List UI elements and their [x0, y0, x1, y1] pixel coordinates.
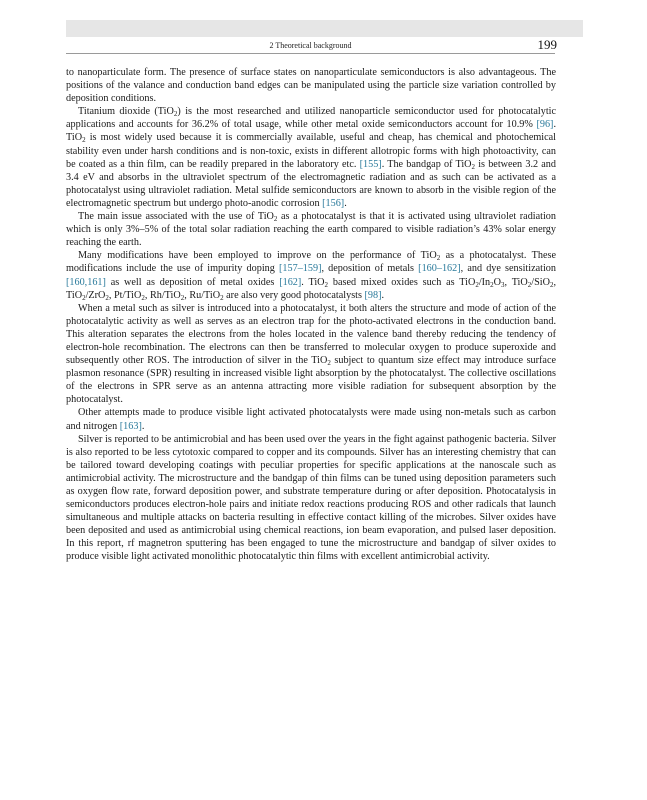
text-run: , Rh/TiO: [144, 289, 181, 301]
body-text: [66, 66, 556, 564]
running-title: 2 Theoretical background: [269, 41, 352, 50]
subscript: 2: [141, 293, 145, 302]
text-run: based mixed oxides such as TiO: [328, 276, 476, 288]
text-run: , and dye sensitization: [460, 263, 556, 275]
subscript: 2: [436, 254, 441, 263]
citation-link[interactable]: [157–159]: [279, 263, 322, 275]
subscript: 2: [327, 359, 331, 368]
paragraph: [66, 66, 556, 105]
text-run: , Ru/TiO: [184, 289, 221, 301]
text-run: Titanium dioxide (TiO: [78, 106, 174, 118]
text-run: .: [344, 197, 347, 209]
citation-link[interactable]: [163]: [119, 420, 142, 432]
text-run: Other attempts made to produce visible light activated photocatalysts were made using non-metals such as carbon and nitrogen: [66, 407, 556, 432]
text-run: /SiO: [531, 276, 550, 288]
text-run: are also very good photocatalysts: [223, 289, 365, 301]
subscript: 2: [490, 280, 494, 289]
page-number: 199: [537, 37, 557, 52]
subscript: 2: [105, 293, 109, 302]
text-run: . TiO: [66, 119, 556, 144]
running-header: [66, 37, 555, 54]
text-run: as a photocatalyst is that it is activated using ultraviolet radiation which is only 3%–5% of the total solar radiation reaching the earth compared to visible radiation’s 43% solar energy reaching the earth.: [66, 211, 556, 249]
citation-link[interactable]: [155]: [359, 158, 382, 170]
paragraph: [66, 210, 556, 249]
subscript: 2: [82, 293, 86, 302]
subscript: 2: [475, 280, 479, 289]
text-run: /ZrO: [85, 289, 106, 301]
text-run: , TiO: [66, 276, 556, 301]
paragraph: [66, 302, 556, 407]
text-run: .: [141, 420, 145, 432]
paragraph: [66, 249, 556, 301]
subscript: 2: [549, 280, 554, 289]
subscript: 2: [324, 280, 329, 289]
text-run: . TiO: [301, 276, 325, 288]
text-run: as a photocatalyst. These modifications include the use of impurity doping: [66, 250, 556, 275]
citation-link[interactable]: [162]: [279, 276, 302, 288]
text-run: subject to quantum size effect may introduce surface plasmon resonance (SPR) resulting in increased visible light absorption by the photocatalyst. The collective oscillations of the electrons in SPR serve as an antenna attracting more visible radiation for subsequent absorption by the photocatalyst.: [66, 355, 557, 406]
citation-link[interactable]: [98]: [364, 289, 382, 301]
paragraph: [66, 406, 556, 432]
text-run: Silver is reported to be antimicrobial and has been used over the years in the fight against pathogenic bacteria. Silver is also reported to be less cytotoxic compared to copper and its compounds. Silver has an interesting chemistry that can be tailored toward developing coatings with peculiar properties for specific applications at the nanoscale such as antimicrobial activity. The microstructure and the bandgap of thin films can be tuned using deposition parameters such as oxygen flow rate, forward deposition power, and substrate temperature during or after deposition. Photocatalysis in semiconductors produces electron-hole pairs and initiate redox reactions producing ROS and other radicals that launch simultaneous and multiple attacks on bacteria resulting in effective contact killing of the microbes. Silver oxides have been deposited and used as antimicrobial using chemical reactions, ion beam evaporation, and pulsed laser deposition. In this report, rf magnetron sputtering has been engaged to tune the microstructure and bandgap of silver oxides to produce visible light activated monolithic photocatalytic thin films with excellent antimicrobial activity.: [66, 433, 556, 563]
text-run: The main issue associated with the use of TiO: [78, 211, 274, 223]
top-shaded-band: [66, 20, 583, 37]
subscript: 2: [173, 110, 178, 119]
subscript: 3: [501, 280, 505, 289]
text-run: to nanoparticulate form. The presence of surface states on nanoparticulate semiconductors is also advantageous. The positions of the valance and conduction band edges can be manipulated using the particle size variation controlled by deposition conditions.: [66, 67, 556, 105]
text-run: is most widely used because it is commercially available, useful and cheap, has chemical and photochemical stability even under harsh conditions and is non-toxic, exists in different allotropic forms with high photoactivity, can be coated as a thin film, can be readily prepared in the laboratory etc.: [66, 132, 556, 170]
text-run: as well as deposition of metal oxides: [105, 276, 280, 288]
text-run: ) is the most researched and utilized nanoparticle semiconductor used for photocatalytic applications and accounts for 36.2% of total usage, while other metal oxide semiconductors account for 10.9%: [66, 106, 556, 131]
subscript: 2: [180, 293, 185, 302]
paragraph: [66, 433, 556, 564]
text-run: /In: [478, 276, 491, 288]
paragraph: [66, 105, 556, 210]
subscript: 2: [273, 215, 278, 224]
citation-link[interactable]: [160–162]: [418, 263, 461, 275]
citation-link[interactable]: [156]: [322, 197, 345, 209]
text-run: . The bandgap of TiO: [381, 158, 472, 170]
text-run: , Pt/TiO: [108, 289, 142, 301]
subscript: 2: [471, 162, 476, 171]
text-run: When a metal such as silver is introduced into a photocatalyst, it both alters the structure and mode of action of the photocatalytic activity as well as serves as an electron trap for the photo-activated electrons in the conduction band. This alteration separates the electrons from the holes located in the valence band thereby reducing the tendency of electron-hole recombination. The electrons can then be transferred to molecular oxygen to produce superoxide and subsequently other ROS. The introduction of silver in the TiO: [66, 302, 556, 367]
subscript: 2: [82, 136, 86, 145]
citation-link[interactable]: [160,161]: [66, 276, 106, 288]
text-run: is between 3.2 and 3.4 eV and absorbs in the ultraviolet spectrum of the electromagnetic radiation and as such can be activated as a photocatalyst using ultraviolet radiation. Metal sulfide semiconductors are known to absorb in the visible region of the electromagnetic spectrum but undergo photo-anodic corrosion: [66, 158, 556, 209]
text-run: .: [381, 289, 385, 301]
text-run: , TiO: [504, 276, 528, 288]
subscript: 2: [527, 280, 532, 289]
text-run: O: [493, 276, 501, 288]
text-run: , deposition of metals: [321, 263, 419, 275]
text-run: Many modifications have been employed to improve on the performance of TiO: [78, 250, 437, 262]
citation-link[interactable]: [96]: [536, 119, 554, 131]
subscript: 2: [220, 293, 224, 302]
